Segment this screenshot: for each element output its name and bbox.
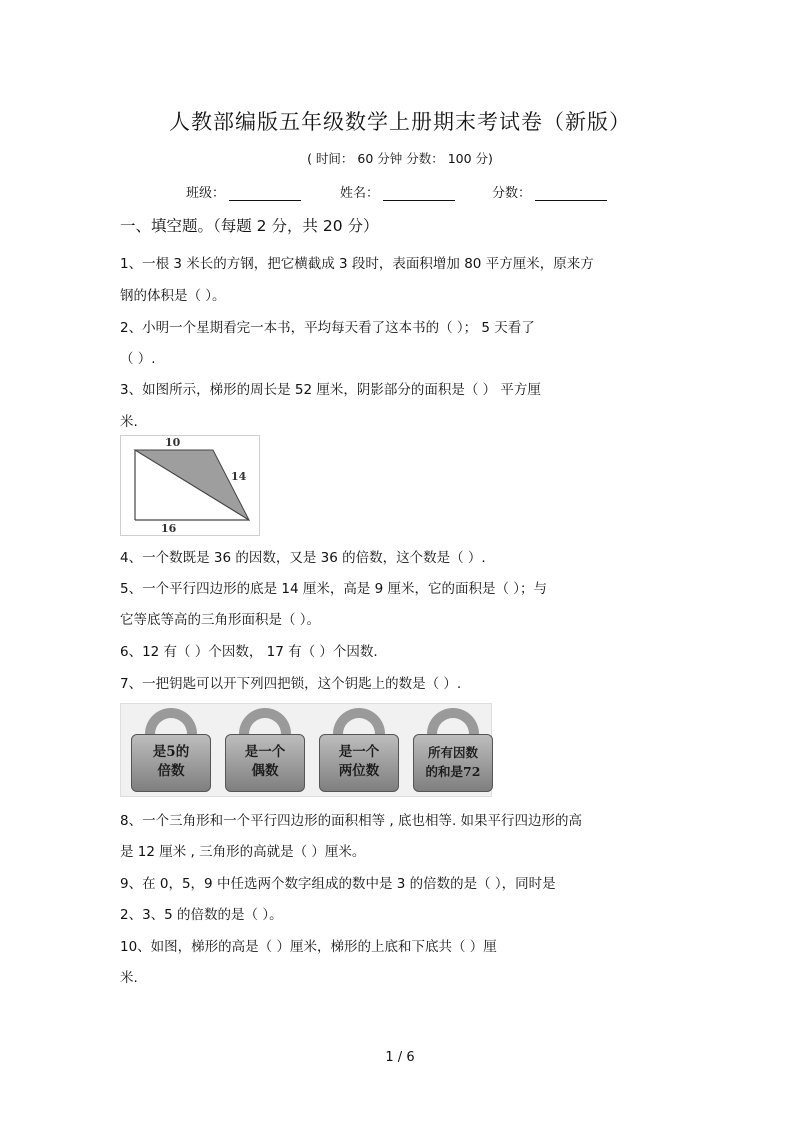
exam-time-score: ( 时间： 60 分钟 分数： 100 分)	[307, 151, 493, 166]
trapezoid-diagram	[121, 436, 259, 535]
lock-1-line1: 是5的	[152, 744, 190, 760]
label-side: 14	[231, 470, 247, 483]
section-heading: 一、填空题。（每题 2 分，共 20 分）	[120, 217, 379, 235]
lock-4	[413, 708, 493, 792]
question-8-line2: 是 12 厘米 , 三角形的高就是（ ）厘米。	[120, 844, 366, 860]
lock-3-line1: 是一个	[338, 744, 380, 760]
question-5-line1: 5、一个平行四边形的底是 14 厘米，高是 9 厘米，它的面积是（ ）；与	[120, 581, 548, 597]
lock-body	[131, 734, 211, 792]
label-top: 10	[165, 436, 181, 449]
lock-text	[418, 743, 488, 781]
lock-body	[413, 734, 493, 792]
lock-2-line1: 是一个	[244, 744, 286, 760]
class-label: 班级：	[186, 186, 226, 201]
question-1-line1: 1、一根 3 米长的方钢，把它横截成 3 段时，表面积增加 80 平方厘米，原来方	[120, 256, 594, 272]
question-7-line1: 7、一把钥匙可以开下列四把锁，这个钥匙上的数是（ ）.	[120, 676, 462, 692]
lock-3	[319, 708, 399, 792]
lock-text	[324, 743, 394, 781]
score-field	[492, 182, 607, 201]
name-label: 姓名：	[340, 186, 380, 201]
score-blank	[535, 186, 607, 201]
page-title: 人教部编版五年级数学上册期末考试卷（新版）	[169, 110, 631, 134]
question-10-line1: 10、如图，梯形的高是（ ）厘米，梯形的上底和下底共（ ）厘	[120, 939, 497, 955]
lock-1	[131, 708, 211, 792]
lock-1-line2: 倍数	[157, 763, 185, 779]
lock-3-line2: 两位数	[338, 763, 380, 779]
question-1-line2: 钢的体积是（ ）。	[120, 288, 226, 304]
lock-4-line2: 的和是72	[425, 764, 481, 779]
lock-body	[319, 734, 399, 792]
class-blank	[229, 186, 301, 201]
question-6-line1: 6、12 有（ ）个因数， 17 有（ ）个因数.	[120, 644, 378, 660]
question-4-line1: 4、一个数既是 36 的因数，又是 36 的倍数，这个数是（ ）.	[120, 550, 486, 566]
label-bottom: 16	[161, 522, 177, 535]
trapezoid-figure	[120, 435, 260, 536]
lock-text	[230, 743, 300, 781]
name-field	[340, 182, 455, 201]
question-2-line1: 2、小明一个星期看完一本书，平均每天看了这本书的（ ）； 5 天看了	[120, 320, 535, 336]
name-blank	[383, 186, 455, 201]
locks-figure	[120, 703, 492, 797]
question-5-line2: 它等底等高的三角形面积是（ ）。	[120, 612, 321, 628]
score-label: 分数：	[492, 186, 532, 201]
lock-4-line1: 所有因数	[427, 745, 478, 760]
question-3-line2: 米.	[120, 414, 138, 430]
question-2-line2: （ ）.	[120, 351, 156, 367]
question-8-line1: 8、一个三角形和一个平行四边形的面积相等 , 底也相等. 如果平行四边形的高	[120, 813, 583, 829]
question-9-line2: 2、3、5 的倍数的是（ ）。	[120, 907, 283, 923]
lock-2-line2: 偶数	[251, 763, 279, 779]
page-number: 1 / 6	[385, 1050, 415, 1065]
class-field	[186, 182, 301, 201]
question-10-line2: 米.	[120, 970, 138, 986]
lock-body	[225, 734, 305, 792]
lock-text	[136, 743, 206, 781]
question-3-line1: 3、如图所示，梯形的周长是 52 厘米，阴影部分的面积是（ ） 平方厘	[120, 382, 541, 398]
lock-2	[225, 708, 305, 792]
question-9-line1: 9、在 0，5，9 中任选两个数字组成的数中是 3 的倍数的是（ ），同时是	[120, 876, 556, 892]
